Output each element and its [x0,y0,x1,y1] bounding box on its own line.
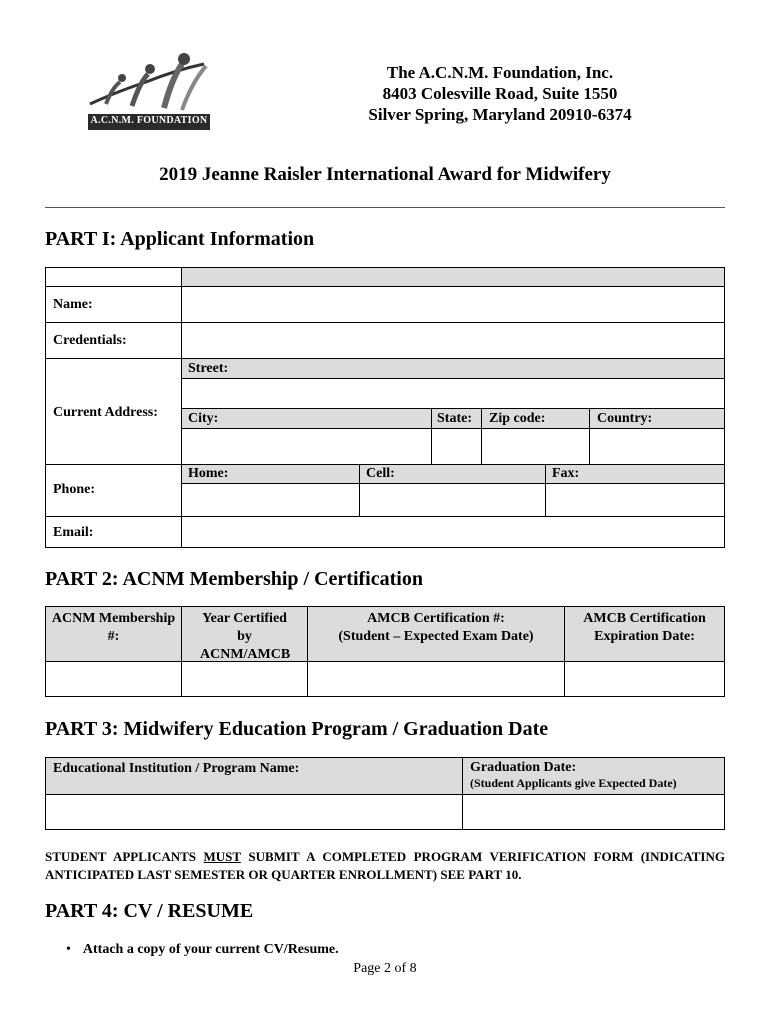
part1-title: PART I: Applicant Information [45,228,315,250]
email-field[interactable] [181,516,725,548]
foundation-logo [86,52,216,132]
name-field[interactable] [181,286,725,323]
street-field[interactable] [181,378,725,409]
phone-label: Phone: [45,464,182,517]
applicant-info-table [45,267,725,548]
year-certified-header: Year Certified by ACNM/AMCB [181,606,308,662]
institution-field[interactable] [45,794,463,830]
amcb-expiration-header: AMCB Certification Expiration Date: [564,606,725,662]
logo-text: A.C.N.M. FOUNDATION [90,115,208,126]
note-suffix: SUBMIT A COMPLETED PROGRAM VERIFICATION FORM (INDICATING ANTICIPATED LAST SEMESTER OR QUARTER ENROLLMENT) SEE PART 10. [45,849,725,882]
state-label: State: [431,408,482,429]
page-number: Page 2 of 8 [353,961,417,976]
credentials-field[interactable] [181,322,725,359]
award-title: 2019 Jeanne Raisler International Award for Midwifery [159,164,611,185]
amcb-cert-sublabel: (Student – Expected Exam Date) [338,629,534,644]
part4-title: PART 4: CV / RESUME [45,900,254,922]
org-name: The A.C.N.M. Foundation, Inc. [386,63,614,82]
bullet-icon: • [66,942,71,957]
city-label: City: [181,408,432,429]
cell-phone-label: Cell: [359,464,546,484]
foundation-address [320,62,680,125]
zip-field[interactable] [481,428,590,465]
country-label: Country: [589,408,725,429]
cell-phone-field[interactable] [359,483,546,517]
email-label: Email: [45,516,182,548]
country-field[interactable] [589,428,725,465]
amcb-cert-label: AMCB Certification #: [367,611,505,626]
zip-label: Zip code: [481,408,590,429]
header-divider [45,207,725,208]
note-must: MUST [203,849,241,864]
graduation-date-label: Graduation Date: [470,760,577,775]
education-table [45,757,725,830]
street-label: Street: [181,358,725,379]
part2-title: PART 2: ACNM Membership / Certification [45,568,423,590]
state-field[interactable] [431,428,482,465]
year-certified-field[interactable] [181,661,308,697]
institution-header: Educational Institution / Program Name: [45,757,463,795]
org-city-line: Silver Spring, Maryland 20910-6374 [368,105,632,124]
note-prefix: STUDENT APPLICANTS [45,849,204,864]
graduation-date-header [462,757,725,795]
home-phone-field[interactable] [181,483,360,517]
membership-table [45,606,725,697]
amcb-certification-field[interactable] [307,661,565,697]
cv-bullet-text: Attach a copy of your current CV/Resume. [82,942,339,957]
amcb-certification-header [307,606,565,662]
org-street: 8403 Colesville Road, Suite 1550 [382,84,618,103]
graduation-date-note: (Student Applicants give Expected Date) [470,776,677,790]
home-phone-label: Home: [181,464,360,484]
acnm-membership-field[interactable] [45,661,182,697]
current-address-label: Current Address: [45,358,182,465]
student-requirement-note [45,848,725,884]
cv-bullet [66,942,339,958]
fax-label: Fax: [545,464,725,484]
city-field[interactable] [181,428,432,465]
fax-field[interactable] [545,483,725,517]
credentials-label: Credentials: [45,322,182,359]
name-label: Name: [45,286,182,323]
amcb-expiration-field[interactable] [564,661,725,697]
graduation-date-field[interactable] [462,794,725,830]
part3-title: PART 3: Midwifery Education Program / Graduation Date [45,718,549,740]
acnm-membership-header: ACNM Membership #: [45,606,182,662]
